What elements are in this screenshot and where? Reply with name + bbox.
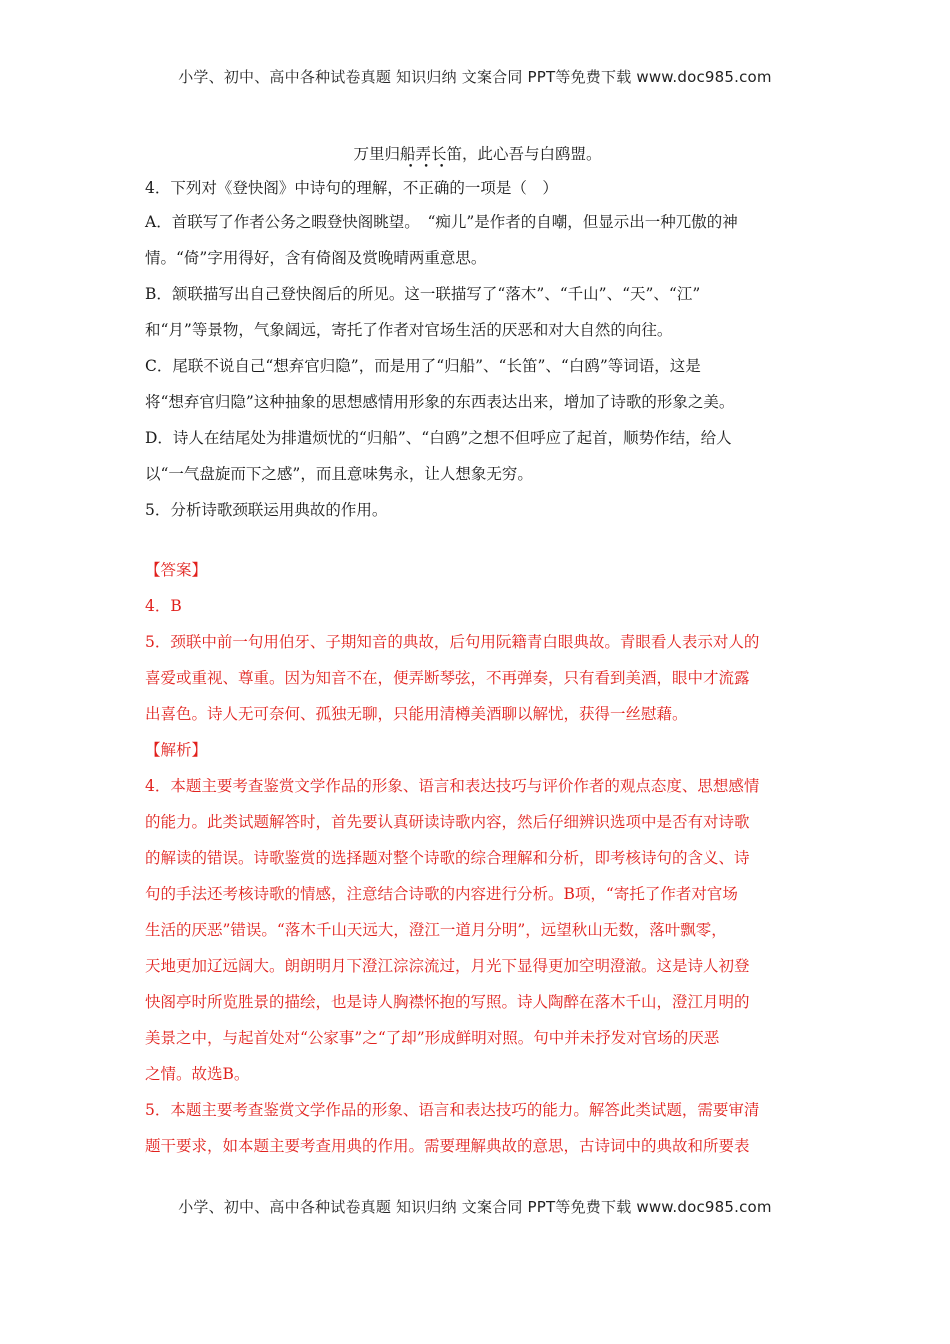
document-body [145,136,810,1164]
answer-5-line: 喜爱或重视、尊重。因为知音不在，便弄断琴弦，不再弹奏，只有看到美酒，眼中才流露 [145,669,750,687]
question-4-option-c [145,348,810,420]
analysis-4-line: 美景之中，与起首处对“公家事”之“了却”形成鲜明对照。句中并未抒发对官场的厌恶 [145,1029,720,1047]
analysis-4-line: 之情。故选B。 [145,1065,250,1083]
analysis-4-line: 生活的厌恶”错误。“落木千山天远大，澄江一道月分明”，远望秋山无数，落叶飘零， [145,921,727,939]
poem-last-line: 万里归船弄长笛，此心吾与白鸥盟。 [353,145,602,163]
option-d-line-2: 以“一气盘旋而下之感”，而且意味隽永，让人想象无穷。 [145,465,533,483]
question-4-stem-after: 的一项是（ ） [449,179,558,197]
option-a-line-1: A．首联写了作者公务之暇登快阁眺望。 “痴儿”是作者的自嘲，但显示出一种兀傲的神 [145,213,738,231]
analysis-4-line: 天地更加辽远阔大。朗朗明月下澄江淙淙流过，月光下显得更加空明澄澈。这是诗人初登 [145,957,750,975]
page-footer: 小学、初中、高中各种试卷真题 知识归纳 文案合同 PPT等免费下载 www.doc985.com [178,1198,772,1216]
question-4-stem [145,162,810,204]
analysis-4-line: 4．本题主要考查鉴赏文学作品的形象、语言和表达技巧与评价作者的观点态度、思想感情 [145,777,760,795]
emphasis-char: • 不 [402,162,419,197]
page-header: 小学、初中、高中各种试卷真题 知识归纳 文案合同 PPT等免费下载 www.doc985.com [178,68,772,86]
answer-heading: 【答案】 [145,561,208,579]
emphasis-char: • 确 [433,162,450,197]
analysis-4-line: 快阁亭时所览胜景的描绘，也是诗人胸襟怀抱的写照。诗人陶醉在落木千山，澄江月明的 [145,993,750,1011]
question-4-emphasis [402,162,450,197]
analysis-4-line: 句的手法还考核诗歌的情感，注意结合诗歌的内容进行分析。B项，“寄托了作者对官场 [145,885,738,903]
question-4-option-b [145,276,810,348]
option-a-line-2: 情。“倚”字用得好，含有倚阁及赏晚晴两重意思。 [145,249,487,267]
option-d-line-1: D．诗人在结尾处为排遣烦忧的“归船”、“白鸥”之想不但呼应了起首，顺势作结，给人 [145,429,732,447]
answer-4: 4．B [145,597,182,615]
analysis-5 [145,1092,810,1164]
answer-5-line: 5．颈联中前一句用伯牙、子期知音的典故，后句用阮籍青白眼典故。青眼看人表示对人的 [145,633,760,651]
question-5-stem: 5．分析诗歌颈联运用典故的作用。 [145,501,388,519]
option-b-line-1: B．颔联描写出自己登快阁后的所见。这一联描写了“落木”、“千山”、“天”、“江” [145,285,701,303]
option-b-line-2: 和“月”等景物，气象阔远，寄托了作者对官场生活的厌恶和对大自然的向往。 [145,321,673,339]
answer-5-line: 出喜色。诗人无可奈何、孤独无聊，只能用清樽美酒聊以解忧，获得一丝慰藉。 [145,705,688,723]
emphasis-char: • 正 [418,162,434,197]
option-c-line-1: C．尾联不说自己“想弃官归隐”，而是用了“归船”、“长笛”、“白鸥”等词语，这是 [145,357,701,375]
answer-5 [145,624,810,732]
question-4-option-a [145,204,810,276]
analysis-5-line: 题干要求，如本题主要考查用典的作用。需要理解典故的意思，古诗词中的典故和所要表 [145,1137,750,1155]
analysis-heading: 【解析】 [145,741,208,759]
analysis-4 [145,768,810,1092]
question-4-option-d [145,420,810,492]
analysis-5-line: 5．本题主要考查鉴赏文学作品的形象、语言和表达技巧的能力。解答此类试题，需要审清 [145,1101,760,1119]
analysis-4-line: 的解读的错误。诗歌鉴赏的选择题对整个诗歌的综合理解和分析，即考核诗句的含义、诗 [145,849,750,867]
analysis-4-line: 的能力。此类试题解答时，首先要认真研读诗歌内容，然后仔细辨识选项中是否有对诗歌 [145,813,750,831]
option-c-line-2: 将“想弃官归隐”这种抽象的思想感情用形象的东西表达出来，增加了诗歌的形象之美。 [145,393,735,411]
question-4-stem-before: 4．下列对《登快阁》中诗句的理解， [145,179,403,197]
